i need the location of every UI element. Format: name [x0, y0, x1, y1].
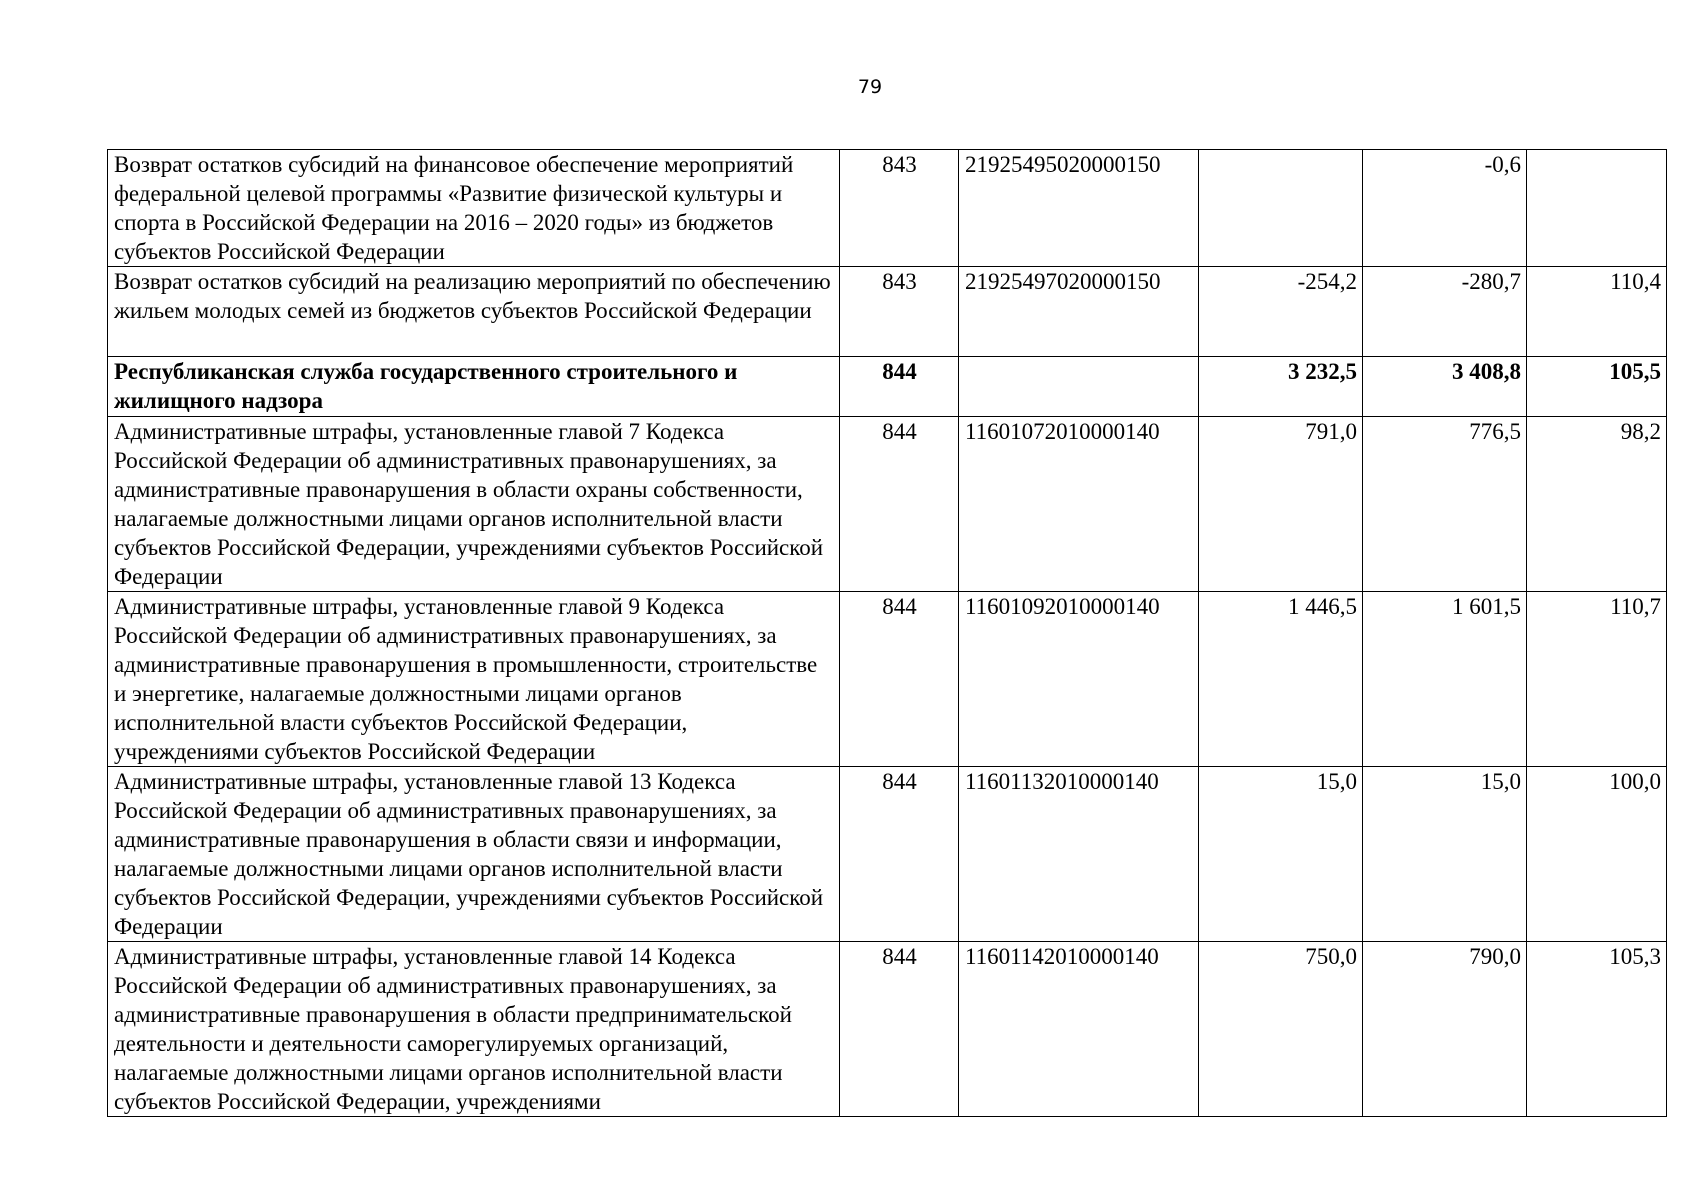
row-value-2: -0,6: [1363, 150, 1527, 267]
row-value-1: [1199, 150, 1363, 267]
row-value-2: 3 408,8: [1363, 357, 1527, 417]
table-row-section-header: [108, 357, 1667, 417]
row-budget-code: 11601132010000140: [959, 767, 1199, 942]
row-value-2: 15,0: [1363, 767, 1527, 942]
row-value-1: 15,0: [1199, 767, 1363, 942]
row-value-2: -280,7: [1363, 267, 1527, 357]
row-percent: 105,3: [1527, 942, 1667, 1117]
row-budget-code: 21925495020000150: [959, 150, 1199, 267]
row-value-1: 791,0: [1199, 417, 1363, 592]
row-value-1: 750,0: [1199, 942, 1363, 1117]
table-row: [108, 417, 1667, 592]
row-admin-code: 844: [840, 767, 959, 942]
row-value-2: 790,0: [1363, 942, 1527, 1117]
row-admin-code: 844: [840, 942, 959, 1117]
row-name: Возврат остатков субсидий на финансовое обеспечение мероприятий федеральной целевой программы «Развитие физической культуры и спорта в Российской Федерации на 2016 – 2020 годы» из бюджетов субъектов Российской Федерации: [108, 150, 840, 267]
row-value-2: 776,5: [1363, 417, 1527, 592]
row-admin-code: 844: [840, 417, 959, 592]
row-name: Административные штрафы, установленные главой 13 Кодекса Российской Федерации об административных правонарушениях, за административные правонарушения в области связи и информации, налагаемые должностными лицами органов исполнительной власти субъектов Российской Федерации, учреждениями субъектов Российской Федерации: [108, 767, 840, 942]
row-percent: 110,7: [1527, 592, 1667, 767]
row-budget-code: 11601142010000140: [959, 942, 1199, 1117]
row-value-1: -254,2: [1199, 267, 1363, 357]
revenue-table: [107, 149, 1667, 1117]
table-row: [108, 150, 1667, 267]
row-value-1: 1 446,5: [1199, 592, 1363, 767]
row-name: Административные штрафы, установленные главой 7 Кодекса Российской Федерации об административных правонарушениях, за административные правонарушения в области охраны собственности, налагаемые должностными лицами органов исполнительной власти субъектов Российской Федерации, учреждениями субъектов Российской Федерации: [108, 417, 840, 592]
row-budget-code: 21925497020000150: [959, 267, 1199, 357]
row-budget-code: 11601072010000140: [959, 417, 1199, 592]
row-percent: 105,5: [1527, 357, 1667, 417]
row-name: Возврат остатков субсидий на реализацию мероприятий по обеспечению жильем молодых семей из бюджетов субъектов Российской Федерации: [108, 267, 840, 357]
row-budget-code: [959, 357, 1199, 417]
table-row: [108, 267, 1667, 357]
row-admin-code: 843: [840, 267, 959, 357]
row-percent: 100,0: [1527, 767, 1667, 942]
table-row: [108, 942, 1667, 1117]
row-admin-code: 844: [840, 592, 959, 767]
row-name: Республиканская служба государственного строительного и жилищного надзора: [108, 357, 840, 417]
row-admin-code: 844: [840, 357, 959, 417]
row-budget-code: 11601092010000140: [959, 592, 1199, 767]
row-name: Административные штрафы, установленные главой 9 Кодекса Российской Федерации об административных правонарушениях, за административные правонарушения в промышленности, строительстве и энергетике, налагаемые должностными лицами органов исполнительной власти субъектов Российской Федерации, учреждениями субъектов Российской Федерации: [108, 592, 840, 767]
row-value-1: 3 232,5: [1199, 357, 1363, 417]
row-percent: 110,4: [1527, 267, 1667, 357]
row-percent: 98,2: [1527, 417, 1667, 592]
page-number: 79: [857, 76, 883, 98]
table-row: [108, 592, 1667, 767]
row-value-2: 1 601,5: [1363, 592, 1527, 767]
row-name: Административные штрафы, установленные главой 14 Кодекса Российской Федерации об административных правонарушениях, за административные правонарушения в области предпринимательской деятельности и деятельности саморегулируемых организаций, налагаемые должностными лицами органов исполнительной власти субъектов Российской Федерации, учреждениями: [108, 942, 840, 1117]
row-admin-code: 843: [840, 150, 959, 267]
row-percent: [1527, 150, 1667, 267]
table-row: [108, 767, 1667, 942]
